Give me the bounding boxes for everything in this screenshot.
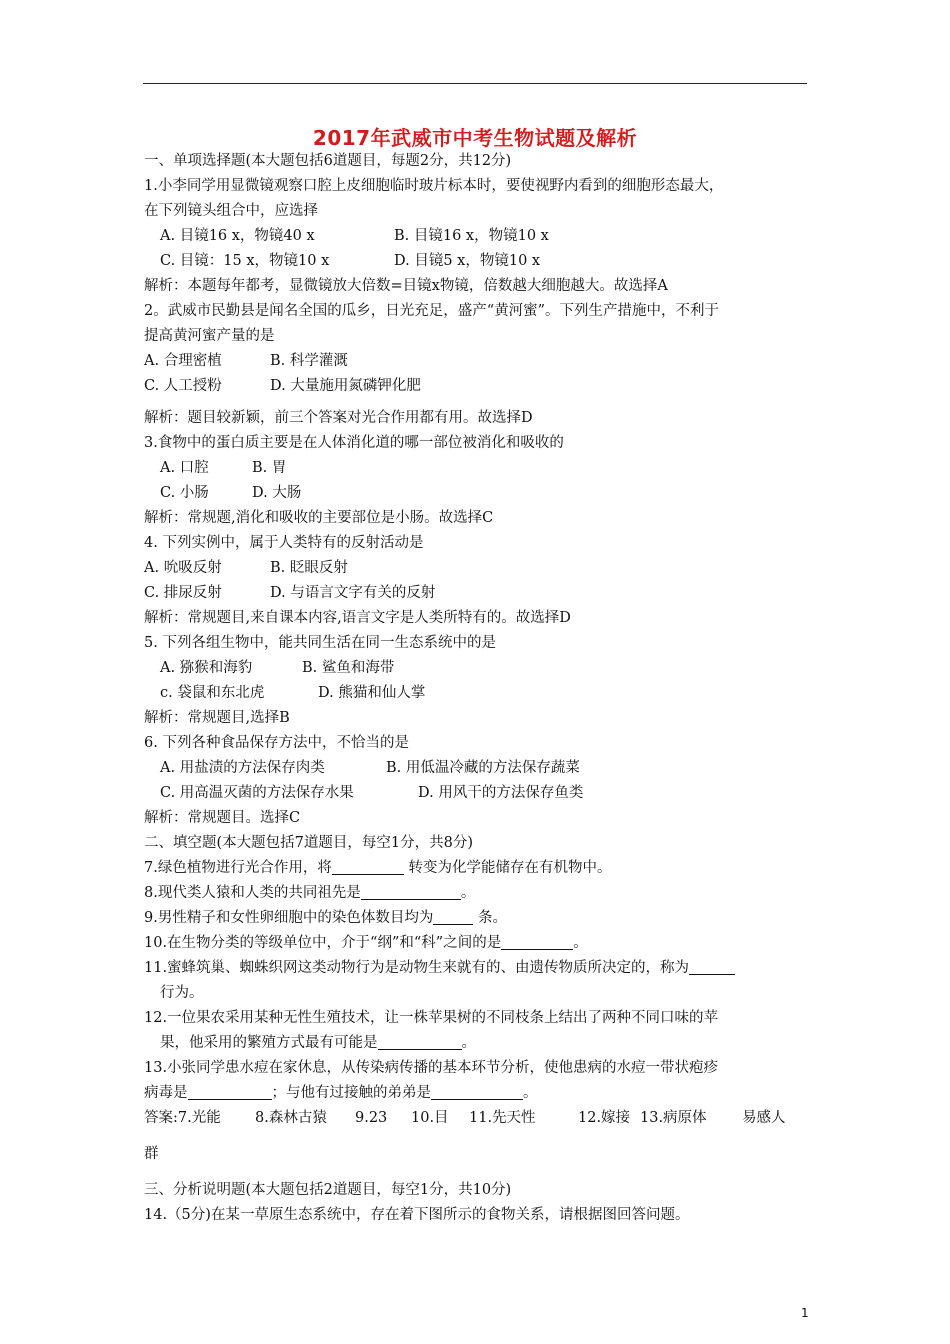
option-b: B. 用低温冷藏的方法保存蔬菜 bbox=[386, 760, 580, 776]
option-c: C. 排尿反射 bbox=[144, 585, 222, 601]
answer-blank bbox=[501, 935, 573, 950]
option-d: D. 熊猫和仙人掌 bbox=[318, 685, 426, 701]
answer-blank bbox=[431, 1085, 523, 1100]
answer-blank bbox=[378, 1035, 462, 1050]
question-stem: 3.食物中的蛋白质主要是在人体消化道的哪一部位被消化和吸收的 bbox=[144, 435, 564, 451]
section-heading: 二、填空题(本大题包括7道题目，每空1分，共8分) bbox=[144, 835, 473, 851]
question-stem: 14.（5分)在某一草原生态系统中，存在着下图所示的食物关系，请根据图回答问题。 bbox=[144, 1207, 690, 1223]
option-a: A. 口腔 bbox=[160, 460, 209, 476]
options-row bbox=[144, 581, 808, 606]
question-stem: 6. 下列各种食品保存方法中，不恰当的是 bbox=[144, 735, 409, 751]
question-stem: 2。武威市民勤县是闻名全国的瓜乡，日光充足，盛产“黄河蜜”。下列生产措施中，不利于 bbox=[144, 303, 720, 319]
option-a: A. 猕猴和海豹 bbox=[160, 660, 253, 676]
analysis: 解析：本题每年都考，显微镜放大倍数=目镜x物镜，倍数越大细胞越大。故选择A bbox=[144, 278, 668, 294]
header-rule bbox=[143, 83, 807, 84]
option-b: B. 眨眼反射 bbox=[270, 560, 348, 576]
question-stem: 在下列镜头组合中，应选择 bbox=[144, 203, 318, 219]
options-row bbox=[144, 781, 808, 806]
page-number: 1 bbox=[801, 1306, 809, 1320]
question-stem: 4. 下列实例中，属于人类特有的反射活动是 bbox=[144, 535, 424, 551]
options-row bbox=[144, 374, 808, 406]
option-a: A. 用盐渍的方法保存肉类 bbox=[160, 760, 325, 776]
fill-question-cont: 果，他采用的繁殖方式最有可能是 。 bbox=[160, 1035, 476, 1051]
options-row bbox=[144, 681, 808, 706]
answer-key: 答案:7.光能 8.森林古猿 9.23 10.目 11.先天性 12.嫁接 13.病原体 易感人 bbox=[144, 1110, 786, 1126]
option-c: C. 目镜：15 x，物镜10 x bbox=[160, 253, 330, 269]
fill-question: 8.现代类人猿和人类的共同祖先是 。 bbox=[144, 885, 476, 901]
option-a: A. 吮吸反射 bbox=[144, 560, 222, 576]
options-row bbox=[144, 249, 808, 274]
analysis: 解析：常规题目。选择C bbox=[144, 810, 301, 826]
option-b: B. 科学灌溉 bbox=[270, 353, 348, 369]
answer-key-cont: 群 bbox=[144, 1146, 159, 1162]
option-c: c. 袋鼠和东北虎 bbox=[160, 685, 265, 701]
option-b: B. 胃 bbox=[252, 460, 287, 476]
option-c: C. 小肠 bbox=[160, 485, 209, 501]
options-row bbox=[144, 349, 808, 374]
answer-blank bbox=[332, 860, 404, 875]
option-d: D. 大肠 bbox=[252, 485, 302, 501]
analysis: 解析：题目较新颖，前三个答案对光合作用都有用。故选择D bbox=[144, 410, 533, 426]
analysis: 解析：常规题,消化和吸收的主要部位是小肠。故选择C bbox=[144, 510, 494, 526]
fill-question: 11.蜜蜂筑巢、蜘蛛织网这类动物行为是动物生来就有的、由遗传物质所决定的，称为 bbox=[144, 956, 808, 981]
option-d: D. 与语言文字有关的反射 bbox=[270, 585, 436, 601]
answer-blank bbox=[188, 1085, 272, 1100]
options-row bbox=[144, 481, 808, 506]
section-heading: 三、分析说明题(本大题包括2道题目，每空1分，共10分) bbox=[144, 1182, 512, 1198]
fill-question: 10.在生物分类的等级单位中，介于“纲”和“科”之间的是 。 bbox=[144, 935, 588, 951]
fill-question-cont: 病毒是 ；与他有过接触的弟弟是 。 bbox=[144, 1085, 538, 1101]
page-title: 2017年武威市中考生物试题及解析 bbox=[312, 126, 638, 150]
fill-question: 12.一位果农采用某种无性生殖技术，让一株苹果树的不同枝条上结出了两种不同口味的苹 bbox=[144, 1010, 719, 1026]
analysis: 解析：常规题目,选择B bbox=[144, 710, 290, 726]
fill-question-cont: 行为。 bbox=[160, 985, 204, 1001]
option-a: A. 合理密植 bbox=[144, 353, 222, 369]
option-b: B. 鲨鱼和海带 bbox=[302, 660, 395, 676]
options-row bbox=[144, 456, 808, 481]
option-d: D. 目镜5 x，物镜10 x bbox=[394, 253, 541, 269]
analysis: 解析：常规题目,来自课本内容,语言文字是人类所特有的。故选择D bbox=[144, 610, 571, 626]
fill-question: 13.小张同学患水痘在家休息，从传染病传播的基本环节分析，使他患病的水痘一带状疱疹 bbox=[144, 1060, 719, 1076]
answer-blank bbox=[361, 885, 461, 900]
options-row bbox=[144, 556, 808, 581]
fill-question: 7.绿色植物进行光合作用，将 转变为化学能储存在有机物中。 bbox=[144, 860, 612, 876]
options-row bbox=[144, 656, 808, 681]
options-row bbox=[144, 756, 808, 781]
option-c: C. 用高温灭菌的方法保存水果 bbox=[160, 785, 354, 801]
option-b: B. 目镜16 x，物镜10 x bbox=[394, 228, 549, 244]
option-a: A. 目镜16 x，物镜40 x bbox=[160, 228, 315, 244]
question-stem: 提高黄河蜜产量的是 bbox=[144, 328, 275, 344]
option-d: D. 大量施用氮磷钾化肥 bbox=[270, 378, 421, 394]
fill-question: 9.男性精子和女性卵细胞中的染色体数目均为 条。 bbox=[144, 910, 507, 926]
section-heading: 一、单项选择题(本大题包括6道题目，每题2分，共12分) bbox=[144, 153, 512, 169]
answer-blank bbox=[689, 960, 735, 975]
question-stem: 5. 下列各组生物中，能共同生活在同一生态系统中的是 bbox=[144, 635, 496, 651]
document-body bbox=[144, 149, 808, 1228]
answer-blank bbox=[433, 910, 473, 925]
option-d: D. 用风干的方法保存鱼类 bbox=[418, 785, 584, 801]
options-row bbox=[144, 224, 808, 249]
option-c: C. 人工授粉 bbox=[144, 378, 222, 394]
question-stem: 1.小李同学用显微镜观察口腔上皮细胞临时玻片标本时，要使视野内看到的细胞形态最大， bbox=[144, 178, 724, 194]
